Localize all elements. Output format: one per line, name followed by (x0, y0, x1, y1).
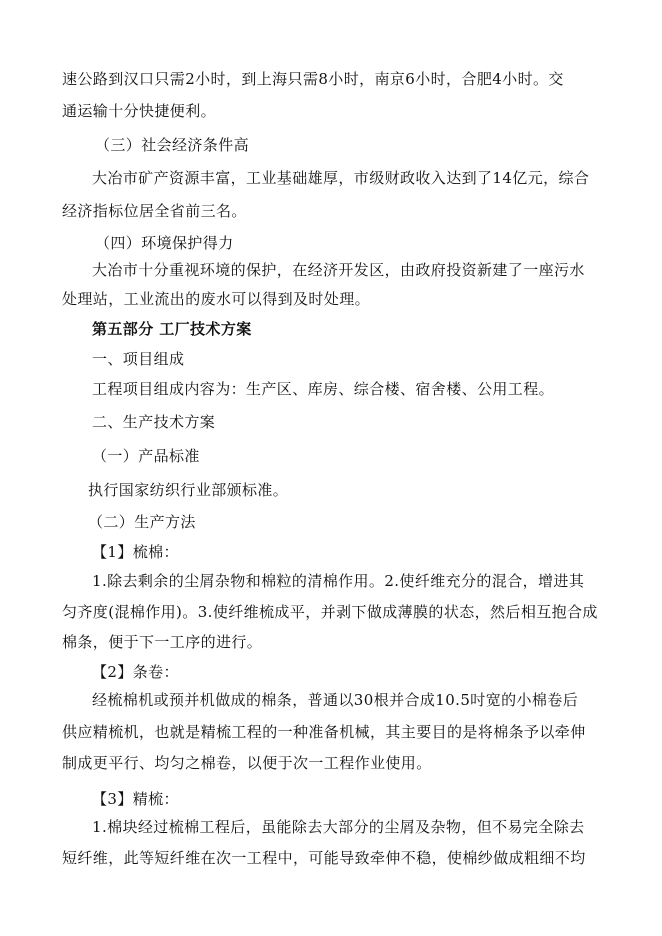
text-line: 通运输十分快捷便利。 (62, 102, 217, 120)
section-heading: （三）社会经济条件高 (95, 136, 250, 154)
text-line: 匀齐度(混棉作用)。3.使纤维梳成平，并剥下做成薄膜的状态，然后相互抱合成 (62, 603, 598, 621)
subsection-heading: 【1】梳棉： (92, 543, 179, 561)
text-line: 大冶市十分重视环境的保护，在经济开发区，由政府投资新建了一座污水 (92, 261, 585, 279)
section-heading: （二）生产方法 (88, 513, 196, 531)
text-line: 经梳棉机或预并机做成的棉条，普通以30根并合成10.5吋宽的小棉卷后 (92, 691, 579, 709)
text-line: 速公路到汉口只需2小时，到上海只需8小时，南京6小时，合肥4小时。交 (62, 70, 564, 88)
section-heading: 一、项目组成 (92, 350, 185, 368)
part-heading: 第五部分 工厂技术方案 (92, 320, 252, 338)
section-heading: （一）产品标准 (92, 447, 200, 465)
text-line: 处理站，工业流出的废水可以得到及时处理。 (62, 290, 371, 308)
section-heading: （四）环境保护得力 (95, 234, 234, 252)
text-line: 1.除去剩余的尘屑杂物和棉粒的清棉作用。2.使纤维充分的混合，增进其 (92, 572, 585, 590)
text-line: 棉条，便于下一工序的进行。 (62, 633, 263, 651)
subsection-heading: 【3】精梳： (92, 790, 179, 808)
text-line: 经济指标位居全省前三名。 (62, 202, 247, 220)
text-line: 1.棉块经过梳棉工程后，虽能除去大部分的尘屑及杂物，但不易完全除去 (92, 818, 585, 836)
section-heading: 二、生产技术方案 (92, 413, 216, 431)
text-line: 工程项目组成内容为：生产区、库房、综合楼、宿舍楼、公用工程。 (92, 380, 555, 398)
text-line: 大冶市矿产资源丰富，工业基础雄厚，市级财政收入达到了14亿元，综合 (92, 169, 590, 187)
text-line: 供应精梳机，也就是精梳工程的一种准备机械，其主要目的是将棉条予以牵伸 (62, 723, 586, 741)
subsection-heading: 【2】条卷： (92, 663, 179, 681)
text-line: 短纤维，此等短纤维在次一工程中，可能导致牵伸不稳，使棉纱做成粗细不均 (62, 849, 586, 867)
text-line: 执行国家纺织行业部颁标准。 (88, 481, 289, 499)
text-line: 制成更平行、均匀之棉卷，以便于次一工程作业使用。 (62, 754, 432, 772)
